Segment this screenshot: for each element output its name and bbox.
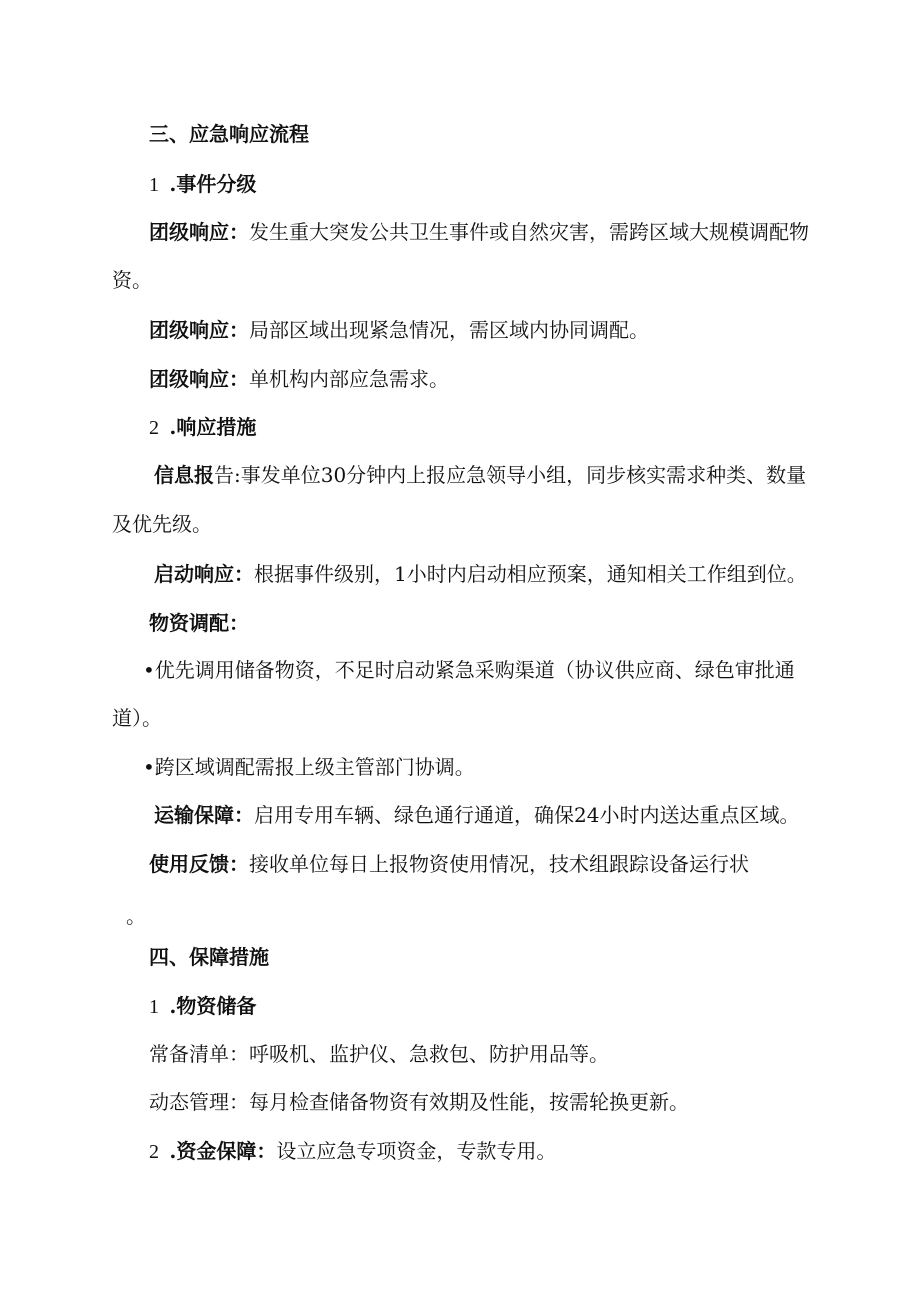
paragraph-info-report: [154, 462, 806, 488]
subsection-4-1-heading: [149, 993, 256, 1020]
paragraph-text: 设立应急专项资金，专款专用。: [276, 1139, 557, 1163]
paragraph-level-response-2: [149, 317, 649, 343]
paragraph-text: 接收单位每日上报物资使用情况，技术组跟踪设备运行状: [249, 852, 749, 876]
paragraph-continuation: 资。: [112, 268, 152, 292]
term-label: 团级响应：: [149, 220, 249, 244]
paragraph-text: 单机构内部应急需求。: [249, 367, 449, 391]
term-label: 信息报: [154, 463, 214, 487]
paragraph-dynamic-management: 动态管理：每月检查储备物资有效期及性能，按需轮换更新。: [149, 1090, 689, 1114]
subsection-number: 1: [149, 174, 163, 196]
paragraph-text: 局部区域出现紧急情况，需区域内协同调配。: [249, 318, 649, 342]
section-4-heading: 四、保障措施: [149, 945, 269, 969]
paragraph-text: 发生重大突发公共卫生事件或自然灾害，需跨区域大规模调配物: [249, 220, 809, 244]
section-3-heading: 三、应急响应流程: [149, 122, 309, 146]
paragraph-continuation: 道）。: [112, 706, 162, 730]
subsection-4-2-heading: [149, 1138, 556, 1165]
paragraph-text: 根据事件级别，1小时内启动相应预案，通知相关工作组到位。: [254, 562, 807, 586]
bullet-item: •跨区域调配需报上级主管部门协调。: [143, 755, 475, 779]
subsection-title: .资金保障：: [169, 1139, 277, 1163]
paragraph-usage-feedback: [149, 851, 749, 877]
term-label: 团级响应：: [149, 318, 249, 342]
material-allocation-label: 物资调配：: [149, 611, 249, 635]
paragraph-standing-list: 常备清单：呼吸机、监护仪、急救包、防护用品等。: [149, 1042, 609, 1066]
subsection-number: 2: [149, 1141, 163, 1163]
paragraph-text: 启用专用车辆、绿色通行通道，确保24小时内送达重点区域。: [254, 803, 800, 827]
term-label: 运输保障：: [154, 803, 254, 827]
paragraph-continuation: 。: [126, 904, 146, 928]
paragraph-continuation: 及优先级。: [112, 512, 212, 536]
term-label: 使用反馈：: [149, 852, 249, 876]
bullet-item: •优先调用储备物资，不足时启动紧急采购渠道（协议供应商、绿色审批通: [143, 658, 795, 682]
paragraph-level-response-1: [149, 219, 809, 245]
subsection-title: .响应措施: [169, 415, 257, 439]
term-label: 启动响应：: [154, 562, 254, 586]
subsection-3-2-heading: [149, 414, 256, 441]
term-label: 团级响应：: [149, 367, 249, 391]
subsection-title: .事件分级: [169, 172, 257, 196]
paragraph-transport: [154, 802, 799, 828]
subsection-number: 1: [149, 996, 163, 1018]
paragraph-start-response: [154, 561, 807, 587]
subsection-number: 2: [149, 417, 163, 439]
subsection-title: .物资储备: [169, 994, 257, 1018]
subsection-3-1-heading: [149, 171, 256, 198]
paragraph-text: 告:事发单位30分钟内上报应急领导小组，同步核实需求种类、数量: [214, 463, 807, 487]
paragraph-level-response-3: [149, 366, 449, 392]
